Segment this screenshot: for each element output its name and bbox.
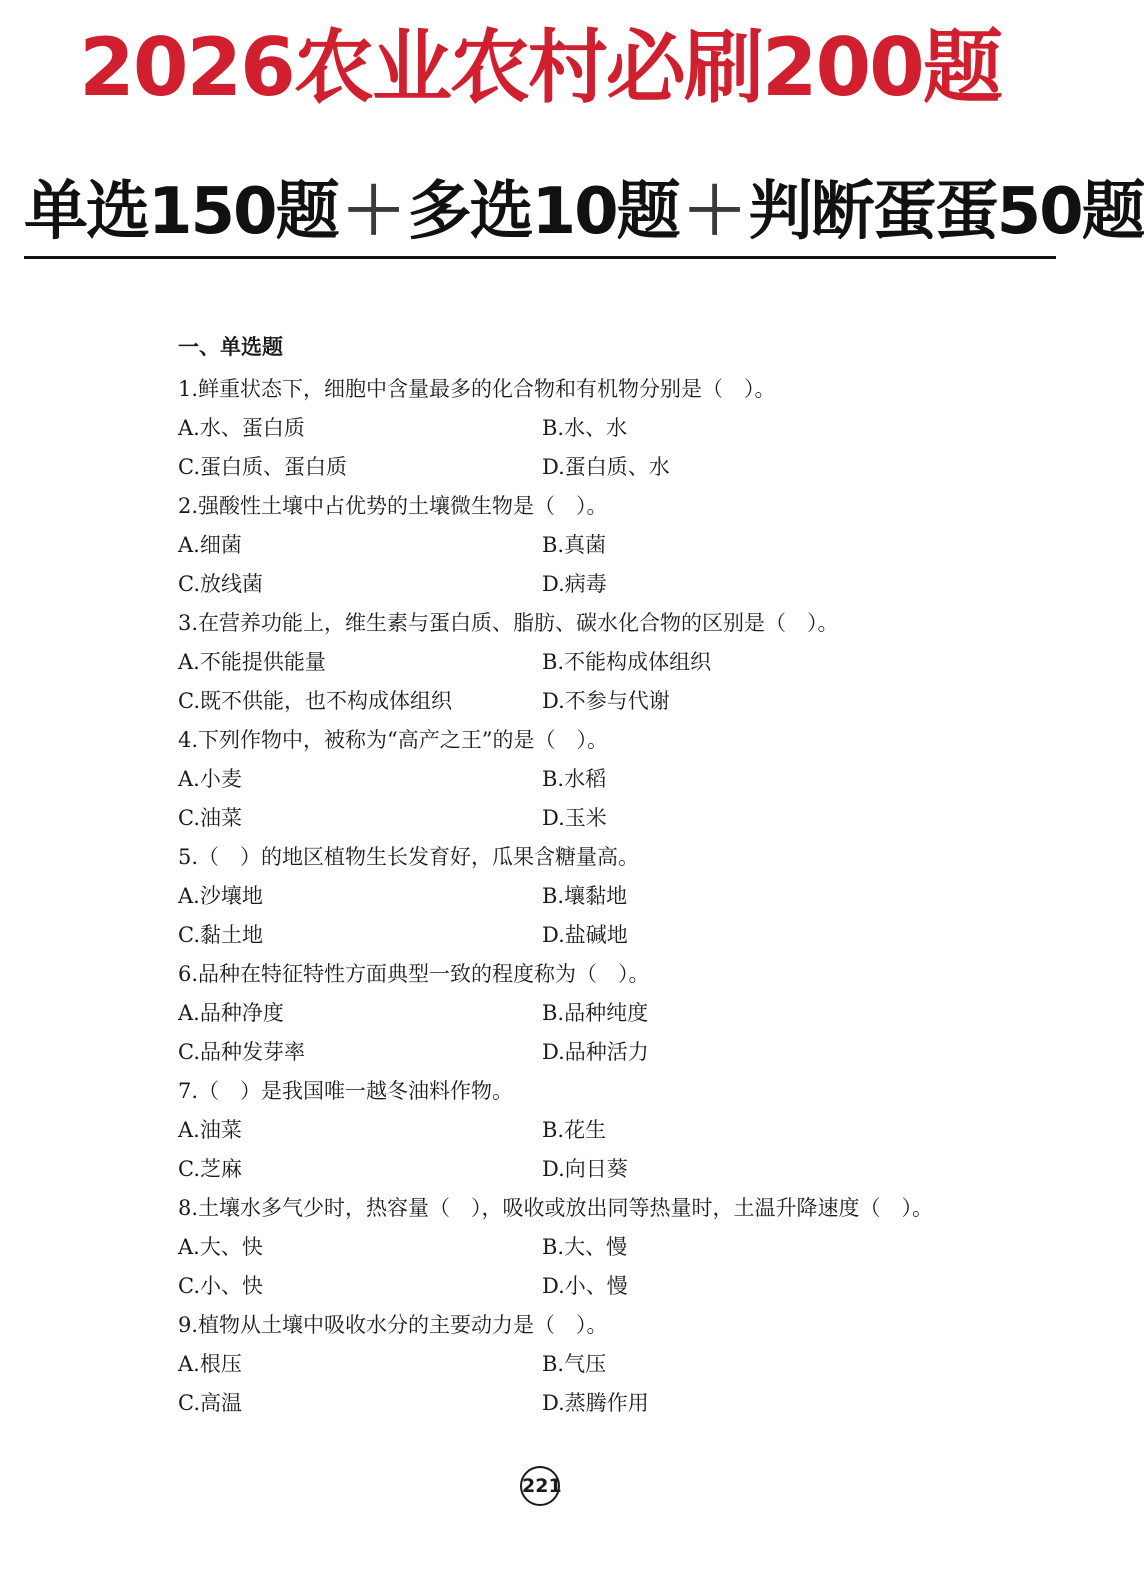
- option-c: C.蛋白质、蛋白质: [178, 455, 347, 479]
- option-b: B.花生: [542, 1118, 607, 1142]
- question: [178, 370, 998, 487]
- option-d: D.蛋白质、水: [542, 455, 670, 479]
- subtitle-multiple-choice: 多选10题: [407, 175, 679, 249]
- option-d: D.玉米: [542, 806, 607, 830]
- option-a: A.细菌: [178, 533, 242, 557]
- option-b: B.水、水: [542, 416, 628, 440]
- option-c: C.芝麻: [178, 1157, 242, 1181]
- option-row: [178, 643, 998, 682]
- option-c: C.品种发芽率: [178, 1040, 305, 1064]
- plus-icon: ＋: [341, 175, 404, 249]
- page-number: 221: [520, 1466, 560, 1506]
- option-b: B.水稻: [542, 767, 607, 791]
- option-b: B.大、慢: [542, 1235, 628, 1259]
- question-list: [178, 330, 998, 1423]
- question-stem: 4.下列作物中，被称为“高产之王”的是（ ）。: [178, 728, 609, 752]
- option-c: C.高温: [178, 1391, 242, 1415]
- option-d: D.病毒: [542, 572, 607, 596]
- option-row: [178, 565, 998, 604]
- option-row: [178, 760, 998, 799]
- option-row: [178, 1384, 998, 1423]
- option-b: B.气压: [542, 1352, 607, 1376]
- option-b: B.真菌: [542, 533, 607, 557]
- question: [178, 838, 998, 955]
- option-d: D.品种活力: [542, 1040, 649, 1064]
- question-stem: 6.品种在特征特性方面典型一致的程度称为（ ）。: [178, 962, 650, 986]
- option-row: [178, 994, 998, 1033]
- option-a: A.大、快: [178, 1235, 263, 1259]
- option-a: A.不能提供能量: [178, 650, 326, 674]
- option-a: A.油菜: [178, 1118, 242, 1142]
- question-stem: 2.强酸性土壤中占优势的土壤微生物是（ ）。: [178, 494, 608, 518]
- subtitle-single-choice: 单选150题: [24, 175, 338, 249]
- page-title: 2026农业农村必刷200题: [79, 21, 1001, 114]
- option-a: A.根压: [178, 1352, 242, 1376]
- question: [178, 1306, 998, 1423]
- option-d: D.不参与代谢: [542, 689, 670, 713]
- option-a: A.沙壤地: [178, 884, 263, 908]
- option-row: [178, 448, 998, 487]
- question: [178, 721, 998, 838]
- question: [178, 955, 998, 1072]
- question-stem: 9.植物从土壤中吸收水分的主要动力是（ ）。: [178, 1313, 608, 1337]
- option-c: C.油菜: [178, 806, 242, 830]
- option-row: [178, 1228, 998, 1267]
- option-c: C.既不供能，也不构成体组织: [178, 689, 452, 713]
- question-stem: 8.土壤水多气少时，热容量（ ），吸收或放出同等热量时，土温升降速度（ ）。: [178, 1196, 934, 1220]
- plus-icon: ＋: [682, 175, 745, 249]
- subtitle: [24, 172, 1144, 252]
- question: [178, 1072, 998, 1189]
- option-c: C.放线菌: [178, 572, 263, 596]
- option-b: B.壤黏地: [542, 884, 628, 908]
- question: [178, 1189, 998, 1306]
- option-c: C.小、快: [178, 1274, 263, 1298]
- question: [178, 487, 998, 604]
- question-stem: 7.（ ）是我国唯一越冬油料作物。: [178, 1079, 514, 1103]
- option-d: D.向日葵: [542, 1157, 628, 1181]
- option-row: [178, 1033, 998, 1072]
- option-row: [178, 526, 998, 565]
- option-row: [178, 916, 998, 955]
- option-d: D.蒸腾作用: [542, 1391, 649, 1415]
- option-a: A.小麦: [178, 767, 242, 791]
- subtitle-true-false: 判断蛋蛋50题: [748, 175, 1144, 249]
- option-row: [178, 409, 998, 448]
- option-row: [178, 1345, 998, 1384]
- option-row: [178, 1111, 998, 1150]
- option-d: D.小、慢: [542, 1274, 628, 1298]
- option-b: B.不能构成体组织: [542, 650, 712, 674]
- title-divider: [24, 256, 1056, 259]
- question-stem: 3.在营养功能上，维生素与蛋白质、脂肪、碳水化合物的区别是（ ）。: [178, 611, 839, 635]
- question-stem: 1.鲜重状态下，细胞中含量最多的化合物和有机物分别是（ ）。: [178, 377, 776, 401]
- option-d: D.盐碱地: [542, 923, 628, 947]
- option-a: A.品种净度: [178, 1001, 284, 1025]
- option-row: [178, 799, 998, 838]
- option-c: C.黏土地: [178, 923, 263, 947]
- option-row: [178, 682, 998, 721]
- question-stem: 5.（ ）的地区植物生长发育好，瓜果含糖量高。: [178, 845, 640, 869]
- option-row: [178, 877, 998, 916]
- option-row: [178, 1150, 998, 1189]
- option-row: [178, 1267, 998, 1306]
- option-a: A.水、蛋白质: [178, 416, 305, 440]
- option-b: B.品种纯度: [542, 1001, 649, 1025]
- section-heading: 一、单选题: [178, 335, 283, 359]
- question: [178, 604, 998, 721]
